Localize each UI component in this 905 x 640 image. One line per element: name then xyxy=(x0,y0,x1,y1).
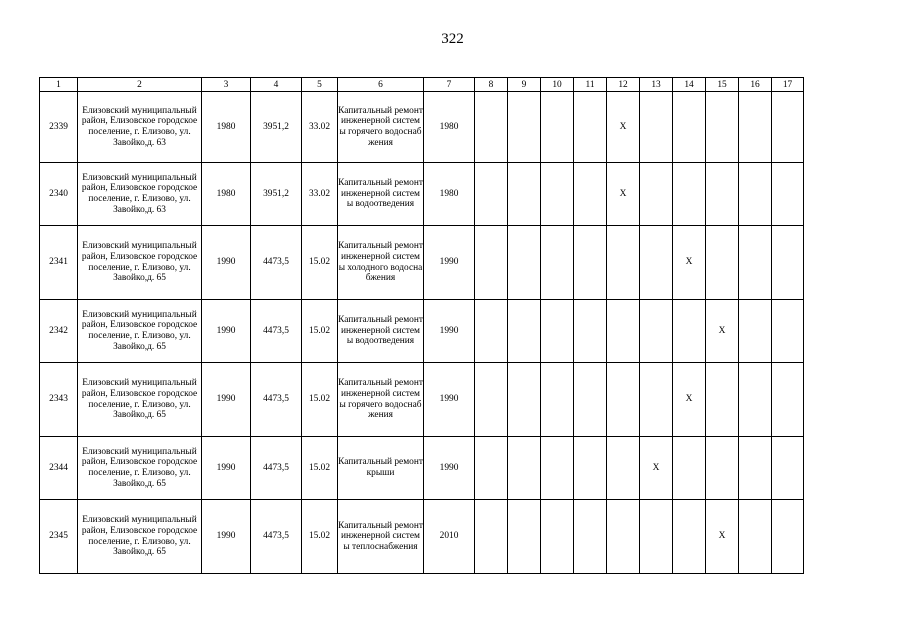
cell-empty xyxy=(706,163,739,226)
cell-empty xyxy=(541,300,574,363)
cell-address: Елизовский муниципальный район, Елизовское городское поселение, г. Елизово, ул. Завойко,д. 65 xyxy=(78,300,202,363)
cell-area: 4473,5 xyxy=(251,363,302,437)
cell-number: 2341 xyxy=(40,226,78,300)
cell-empty xyxy=(607,363,640,437)
cell-mark: Х xyxy=(706,500,739,574)
cell-year-7: 1990 xyxy=(424,226,475,300)
cell-empty xyxy=(772,163,804,226)
cell-empty xyxy=(607,500,640,574)
cell-empty xyxy=(772,300,804,363)
header-cell: 14 xyxy=(673,78,706,92)
table-row xyxy=(40,500,804,574)
header-cell: 7 xyxy=(424,78,475,92)
cell-year: 1990 xyxy=(202,363,251,437)
cell-empty xyxy=(673,500,706,574)
cell-address: Елизовский муниципальный район, Елизовское городское поселение, г. Елизово, ул. Завойко,д. 65 xyxy=(78,500,202,574)
cell-empty xyxy=(739,226,772,300)
header-cell: 13 xyxy=(640,78,673,92)
cell-empty xyxy=(508,226,541,300)
table-row xyxy=(40,226,804,300)
cell-empty xyxy=(541,92,574,163)
cell-empty xyxy=(739,163,772,226)
cell-empty xyxy=(475,226,508,300)
cell-empty xyxy=(607,226,640,300)
cell-empty xyxy=(508,92,541,163)
cell-empty xyxy=(541,500,574,574)
cell-address: Елизовский муниципальный район, Елизовское городское поселение, г. Елизово, ул. Завойко,д. 65 xyxy=(78,226,202,300)
cell-year-7: 1990 xyxy=(424,363,475,437)
cell-empty xyxy=(739,300,772,363)
cell-empty xyxy=(475,500,508,574)
cell-code: 15.02 xyxy=(302,500,338,574)
cell-year: 1990 xyxy=(202,437,251,500)
cell-empty xyxy=(640,500,673,574)
cell-empty xyxy=(574,163,607,226)
cell-empty xyxy=(574,226,607,300)
cell-year-7: 1990 xyxy=(424,300,475,363)
cell-work: Капитальный ремонт крыши xyxy=(338,437,424,500)
cell-area: 4473,5 xyxy=(251,226,302,300)
cell-mark: Х xyxy=(640,437,673,500)
cell-empty xyxy=(739,437,772,500)
cell-year-7: 1980 xyxy=(424,163,475,226)
cell-code: 15.02 xyxy=(302,363,338,437)
header-cell: 10 xyxy=(541,78,574,92)
cell-mark: Х xyxy=(607,92,640,163)
cell-area: 3951,2 xyxy=(251,163,302,226)
cell-empty xyxy=(640,92,673,163)
table-row xyxy=(40,300,804,363)
cell-empty xyxy=(772,92,804,163)
cell-number: 2344 xyxy=(40,437,78,500)
cell-empty xyxy=(508,300,541,363)
cell-empty xyxy=(673,163,706,226)
cell-number: 2340 xyxy=(40,163,78,226)
cell-area: 4473,5 xyxy=(251,300,302,363)
cell-empty xyxy=(772,437,804,500)
cell-code: 15.02 xyxy=(302,300,338,363)
header-cell: 16 xyxy=(739,78,772,92)
cell-empty xyxy=(475,437,508,500)
cell-empty xyxy=(541,437,574,500)
cell-empty xyxy=(673,300,706,363)
cell-mark: Х xyxy=(607,163,640,226)
page-number: 322 xyxy=(441,31,464,47)
cell-code: 15.02 xyxy=(302,226,338,300)
cell-work: Капитальный ремонт инженерной системы горячего водоснабжения xyxy=(338,363,424,437)
header-cell: 5 xyxy=(302,78,338,92)
cell-address: Елизовский муниципальный район, Елизовское городское поселение, г. Елизово, ул. Завойко,д. 63 xyxy=(78,92,202,163)
cell-number: 2345 xyxy=(40,500,78,574)
cell-work: Капитальный ремонт инженерной системы водоотведения xyxy=(338,163,424,226)
header-cell: 11 xyxy=(574,78,607,92)
cell-empty xyxy=(739,500,772,574)
cell-empty xyxy=(706,92,739,163)
cell-empty xyxy=(475,300,508,363)
cell-mark: Х xyxy=(673,226,706,300)
cell-work: Капитальный ремонт инженерной системы горячего водоснабжения xyxy=(338,92,424,163)
cell-address: Елизовский муниципальный район, Елизовское городское поселение, г. Елизово, ул. Завойко,д. 63 xyxy=(78,163,202,226)
cell-empty xyxy=(574,437,607,500)
cell-empty xyxy=(706,437,739,500)
cell-mark: Х xyxy=(673,363,706,437)
cell-empty xyxy=(541,363,574,437)
cell-empty xyxy=(673,437,706,500)
cell-work: Капитальный ремонт инженерной системы водоотведения xyxy=(338,300,424,363)
cell-empty xyxy=(739,92,772,163)
table-row xyxy=(40,92,804,163)
cell-code: 33.02 xyxy=(302,163,338,226)
header-row xyxy=(40,78,804,92)
table-row xyxy=(40,437,804,500)
cell-area: 4473,5 xyxy=(251,437,302,500)
cell-area: 4473,5 xyxy=(251,500,302,574)
header-cell: 12 xyxy=(607,78,640,92)
header-cell: 4 xyxy=(251,78,302,92)
cell-empty xyxy=(772,500,804,574)
header-cell: 2 xyxy=(78,78,202,92)
table-header xyxy=(40,78,804,92)
cell-empty xyxy=(607,437,640,500)
cell-year: 1990 xyxy=(202,500,251,574)
cell-empty xyxy=(640,300,673,363)
cell-year: 1980 xyxy=(202,163,251,226)
cell-empty xyxy=(607,300,640,363)
cell-number: 2342 xyxy=(40,300,78,363)
cell-empty xyxy=(706,226,739,300)
cell-address: Елизовский муниципальный район, Елизовское городское поселение, г. Елизово, ул. Завойко,д. 65 xyxy=(78,363,202,437)
header-cell: 17 xyxy=(772,78,804,92)
cell-empty xyxy=(739,363,772,437)
cell-work: Капитальный ремонт инженерной системы теплоснабжения xyxy=(338,500,424,574)
header-cell: 6 xyxy=(338,78,424,92)
table-row xyxy=(40,363,804,437)
cell-empty xyxy=(475,363,508,437)
table-row xyxy=(40,163,804,226)
cell-empty xyxy=(475,163,508,226)
cell-empty xyxy=(640,226,673,300)
cell-empty xyxy=(574,363,607,437)
cell-code: 15.02 xyxy=(302,437,338,500)
cell-year: 1990 xyxy=(202,300,251,363)
cell-year: 1980 xyxy=(202,92,251,163)
repair-schedule-table xyxy=(39,77,804,574)
cell-year-7: 1990 xyxy=(424,437,475,500)
cell-empty xyxy=(772,363,804,437)
cell-empty xyxy=(574,500,607,574)
cell-empty xyxy=(640,163,673,226)
cell-year-7: 1980 xyxy=(424,92,475,163)
cell-year: 1990 xyxy=(202,226,251,300)
cell-empty xyxy=(574,92,607,163)
cell-work: Капитальный ремонт инженерной системы холодного водоснабжения xyxy=(338,226,424,300)
cell-empty xyxy=(673,92,706,163)
header-cell: 15 xyxy=(706,78,739,92)
header-cell: 8 xyxy=(475,78,508,92)
cell-area: 3951,2 xyxy=(251,92,302,163)
header-cell: 9 xyxy=(508,78,541,92)
cell-number: 2343 xyxy=(40,363,78,437)
cell-empty xyxy=(706,363,739,437)
cell-empty xyxy=(508,437,541,500)
header-cell: 1 xyxy=(40,78,78,92)
cell-empty xyxy=(541,163,574,226)
cell-empty xyxy=(574,300,607,363)
cell-code: 33.02 xyxy=(302,92,338,163)
cell-empty xyxy=(475,92,508,163)
cell-empty xyxy=(640,363,673,437)
cell-empty xyxy=(508,163,541,226)
header-cell: 3 xyxy=(202,78,251,92)
cell-year-7: 2010 xyxy=(424,500,475,574)
cell-empty xyxy=(508,500,541,574)
cell-mark: Х xyxy=(706,300,739,363)
table-body xyxy=(40,92,804,574)
cell-number: 2339 xyxy=(40,92,78,163)
cell-empty xyxy=(772,226,804,300)
cell-address: Елизовский муниципальный район, Елизовское городское поселение, г. Елизово, ул. Завойко,д. 65 xyxy=(78,437,202,500)
cell-empty xyxy=(541,226,574,300)
cell-empty xyxy=(508,363,541,437)
